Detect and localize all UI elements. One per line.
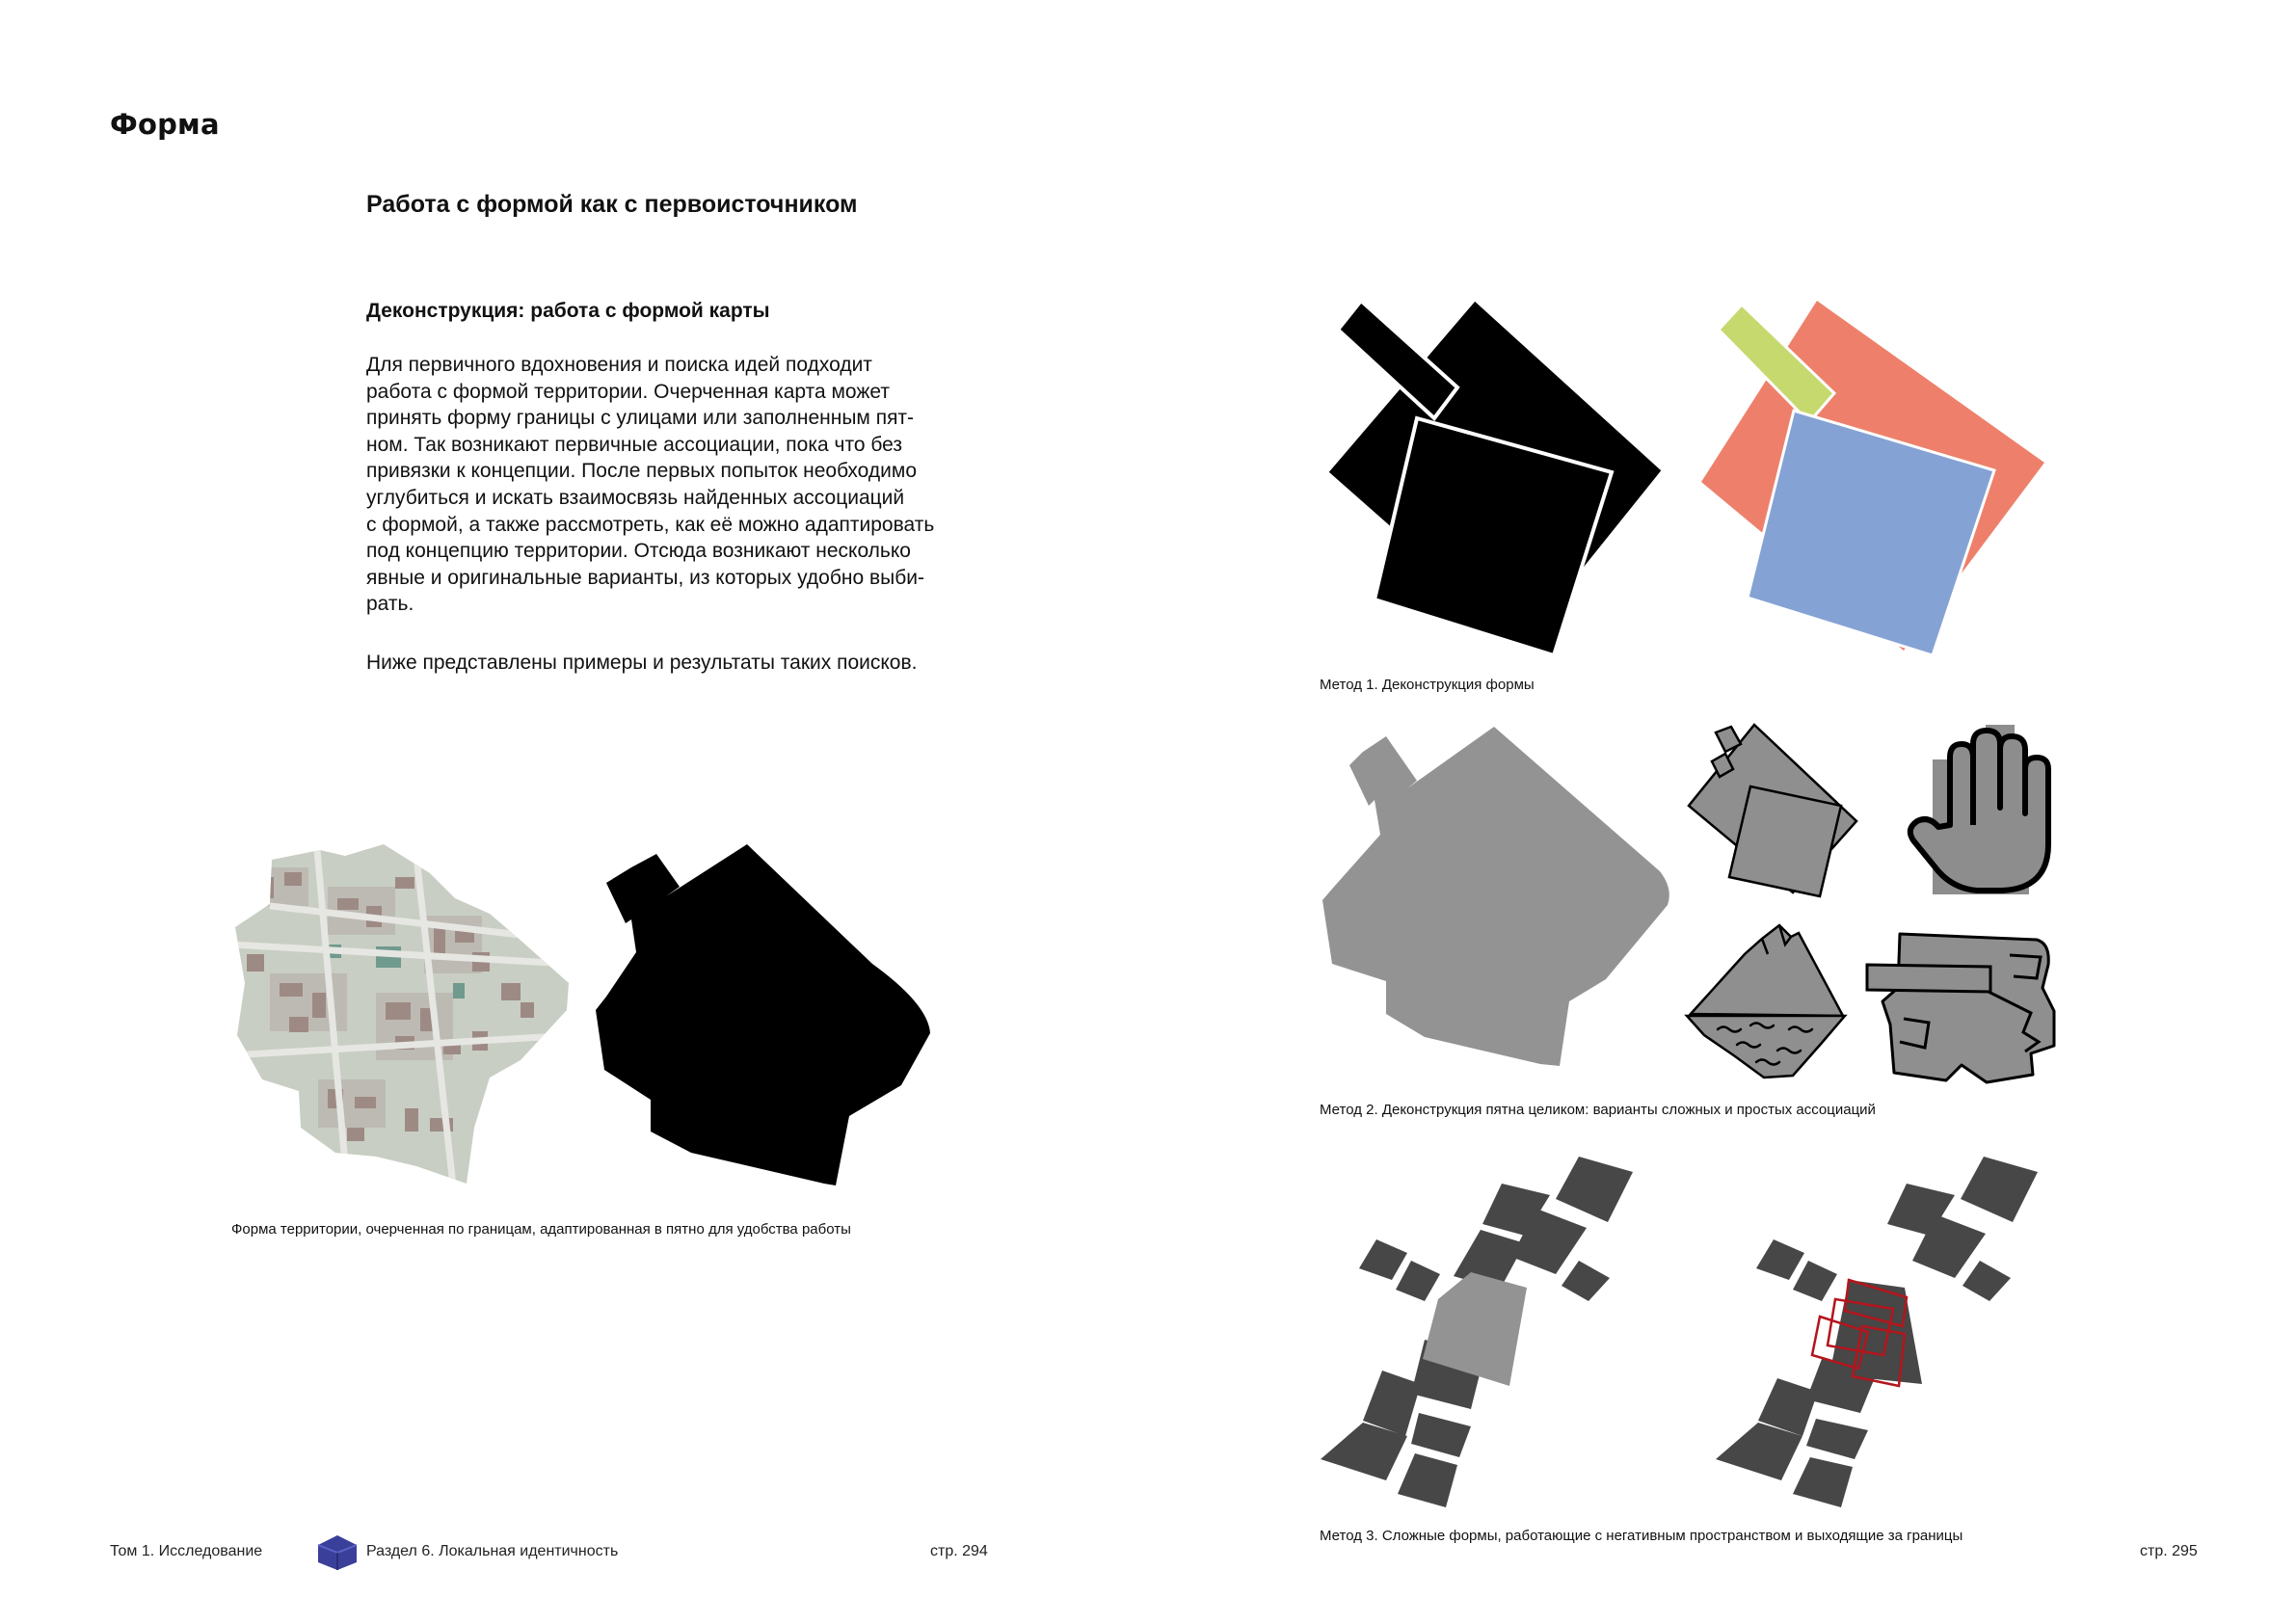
section-logo-icon [316,1533,359,1572]
footer-section: Раздел 6. Локальная идентичность [366,1543,619,1559]
body-line: с формой, а также рассмотреть, как её можно адаптировать [366,513,935,536]
figure-caption-left: Форма территории, очерченная по границам, адаптированная в пятно для удобства работы [231,1221,851,1238]
body-line: работа с формой территории. Очерченная карта может [366,380,891,403]
method3-fragments-left [1319,1157,1656,1513]
subheading: Деконструкция: работа с формой карты [366,300,770,322]
method2-squares-icon [1687,723,1860,896]
footer-volume: Том 1. Исследование [110,1543,263,1559]
section-title: Форма [110,108,220,141]
method2-gray-silhouette [1321,727,1677,1069]
body-line: ном. Так возникают первичные ассоциации, пока что без [366,433,902,456]
body-line: под концепцию территории. Отсюда возникают несколько [366,540,911,563]
method1-color-squares [1701,299,2048,660]
face-profile-icon [1865,930,2058,1084]
hand-icon [1904,725,2053,898]
page-number-left: стр. 294 [930,1543,988,1559]
page-number-right: стр. 295 [2140,1543,2198,1559]
method2-caption: Метод 2. Деконструкция пятна целиком: варианты сложных и простых ассоциаций [1320,1102,1876,1118]
body-closing-line: Ниже представлены примеры и результаты таких поисков. [366,652,918,674]
body-line: рать. [366,593,414,616]
mountain-wave-icon [1685,916,1849,1079]
body-line: явные и оригинальные варианты, из которых удобно выби- [366,566,924,589]
body-line: привязки к концепции. После первых попыток необходимо [366,460,917,483]
territory-map-image [231,839,578,1185]
body-paragraph [366,352,1012,618]
method3-caption: Метод 3. Сложные формы, работающие с негативным пространством и выходящие за границы [1320,1528,1963,1544]
body-line: принять форму границы с улицами или заполненным пят- [366,407,915,430]
method1-caption: Метод 1. Деконструкция формы [1320,677,1535,693]
body-line: углубиться и искать взаимосвязь найденных ассоциаций [366,486,905,509]
method3-fragments-right [1714,1157,2061,1513]
territory-silhouette [593,844,930,1191]
method1-black-squares [1321,299,1668,660]
page-heading: Работа с формой как с первоисточником [366,191,858,218]
body-line: Для первичного вдохновения и поиска идей подходит [366,354,872,376]
